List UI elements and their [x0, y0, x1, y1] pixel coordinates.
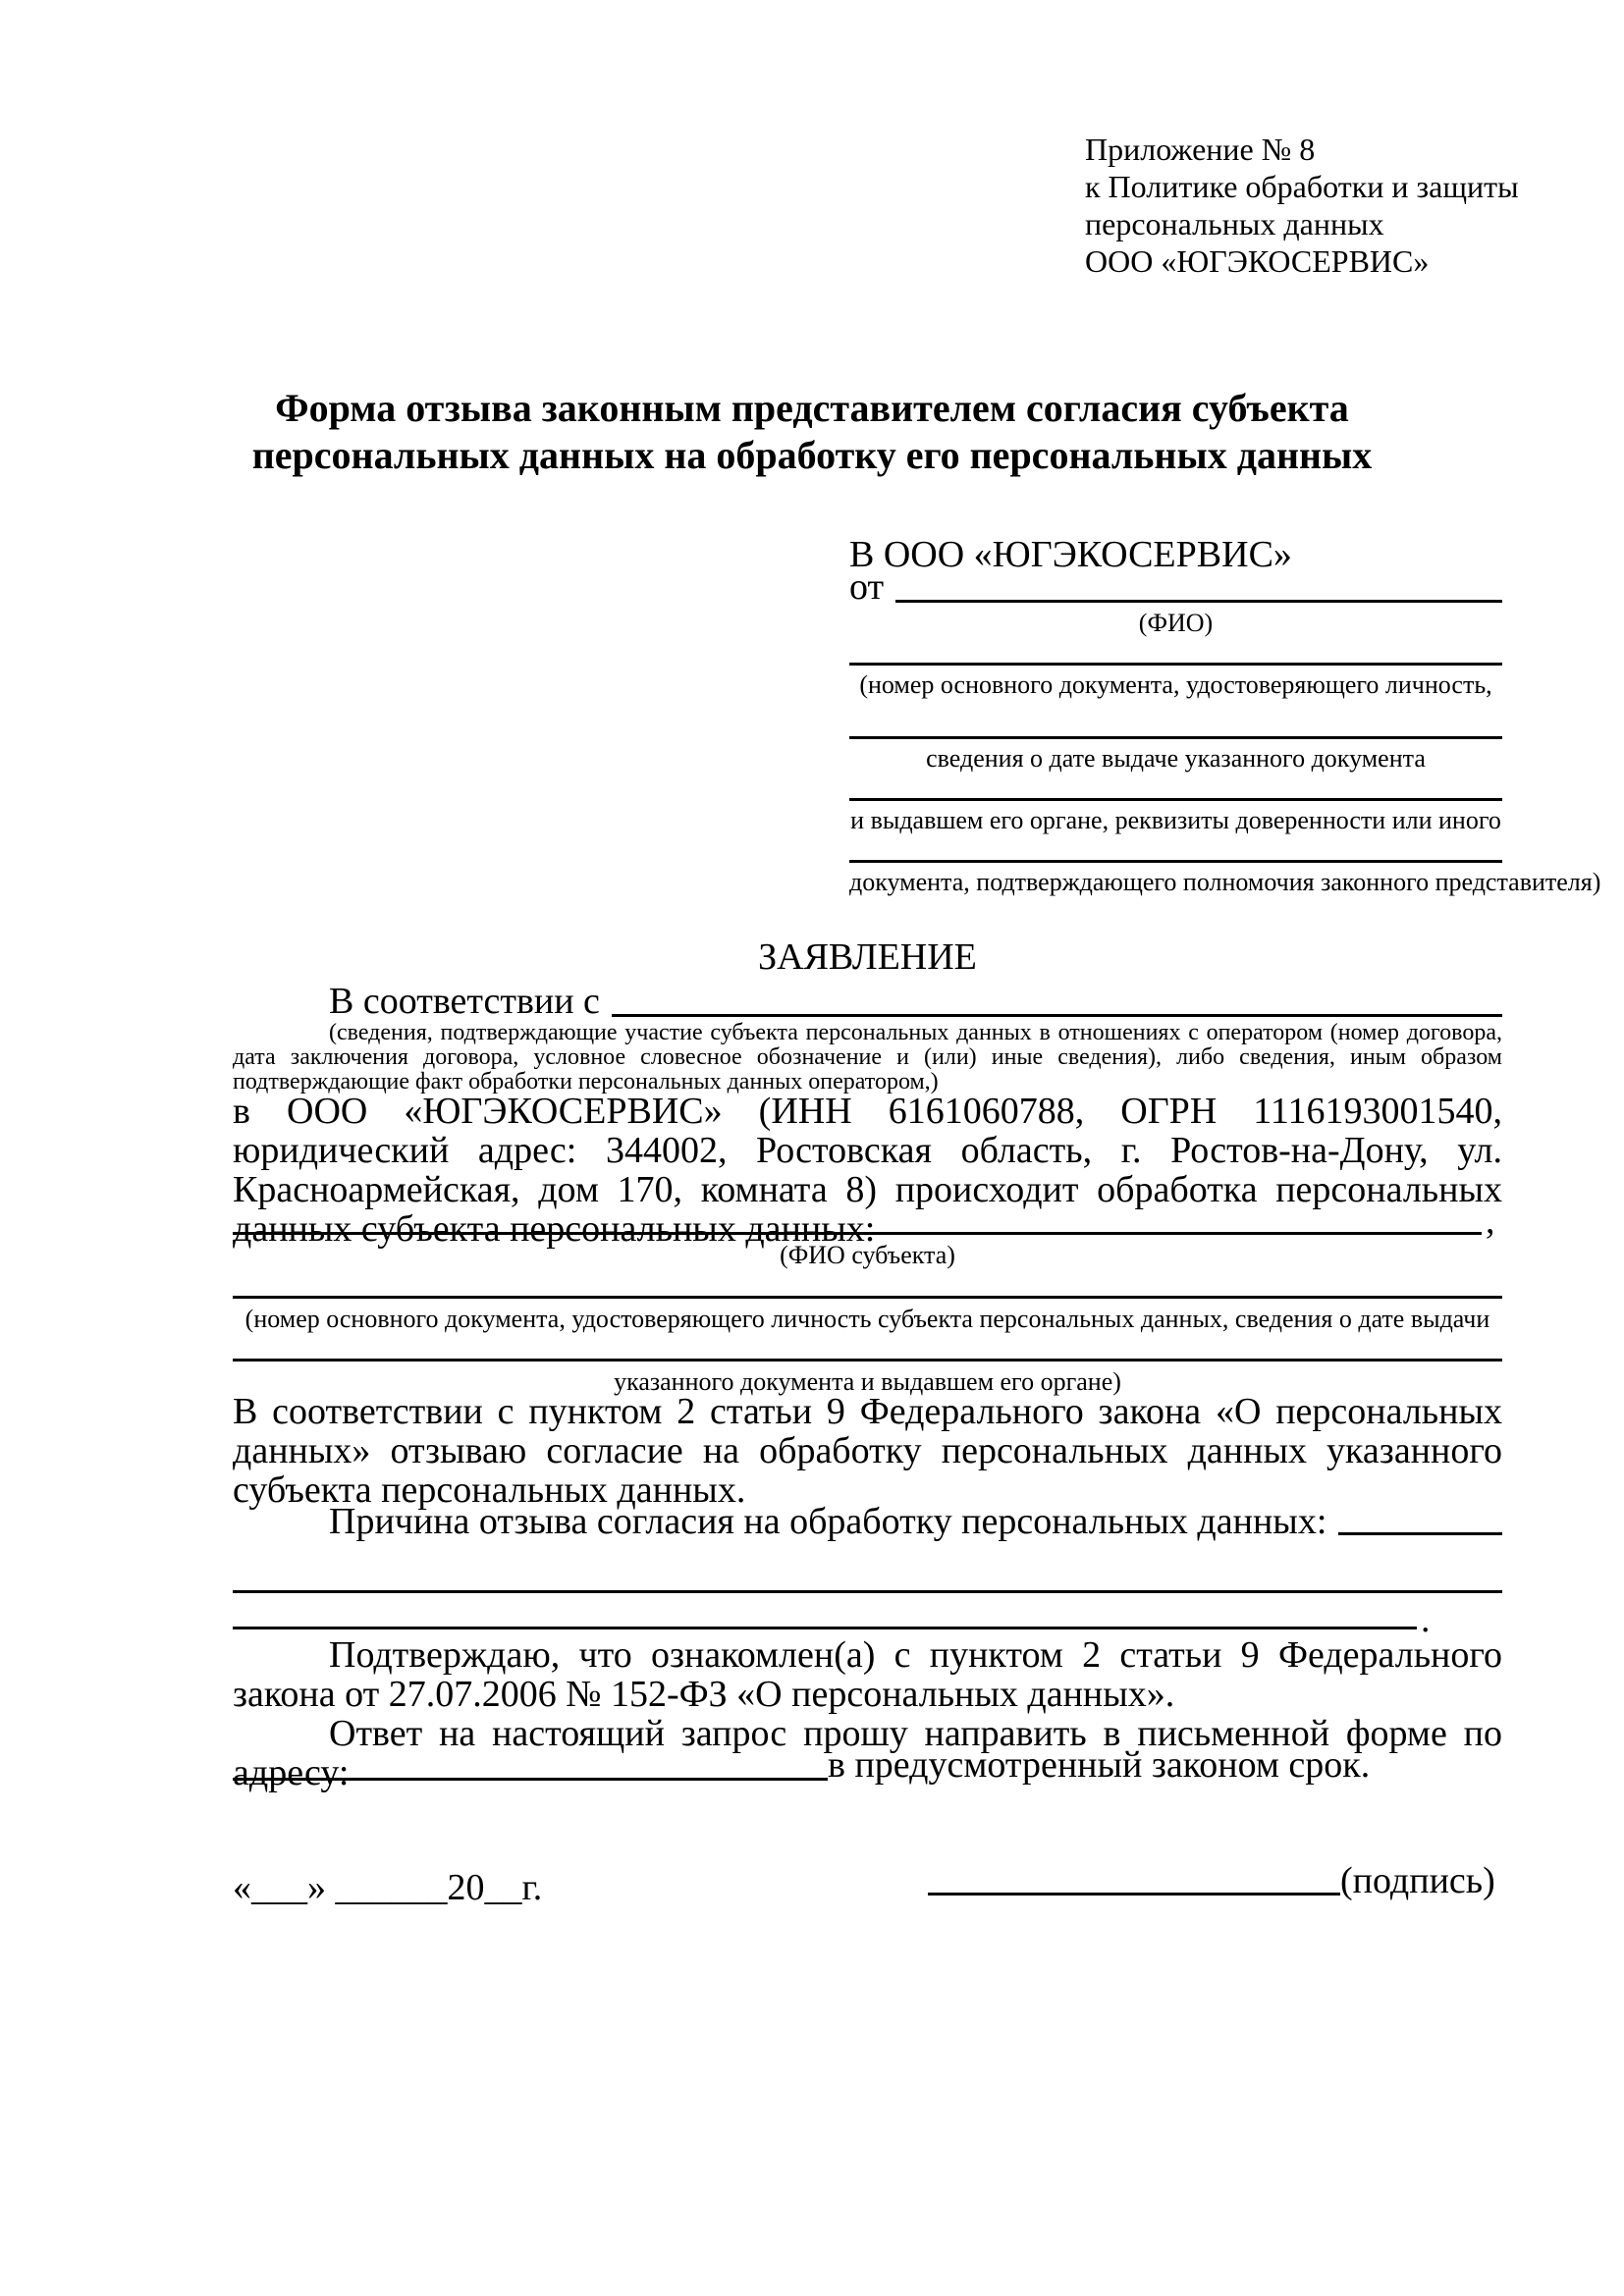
- form-title: [0, 385, 1624, 479]
- according-row: [329, 981, 1502, 1022]
- operator-paragraph: в ООО «ЮГЭКОСЕРВИС» (ИНН 6161060788, ОГРН 1116193001540, юридический адрес: 344002, Ростовская область, г. Ростов-на-Дону, ул. Красноармейская, дом 170, комната 8) происходит обработка персональных данных субъекта персональных данных:: [233, 1091, 1502, 1250]
- confirm-paragraph: Подтверждаю, что ознакомлен(а) с пунктом 2 статьи 9 Федерального закона от 27.07.2006 № 152-ФЗ «О персональных данных».: [233, 1634, 1502, 1715]
- withdrawal-paragraph: В соответствии с пунктом 2 статьи 9 Федерального закона «О персональных данных» отзываю согласие на обработку персональных данных указанного субъекта персональных данных.: [233, 1391, 1502, 1511]
- consent-basis-line[interactable]: [612, 982, 1502, 1017]
- reason-line-2[interactable]: [233, 1590, 1502, 1593]
- subject-doc-line-2[interactable]: [233, 1359, 1502, 1362]
- header-note-line: Приложение № 8: [1085, 132, 1316, 167]
- reply-paragraph: Ответ на настоящий запрос прошу направить в письменной форме по адресу:: [233, 1713, 1502, 1793]
- addressee-to: В ООО «ЮГЭКОСЕРВИС»: [849, 534, 1292, 575]
- caption-doc-3: и выдавшем его органе, реквизиты доверенности или иного: [850, 806, 1501, 834]
- subject-fio-line[interactable]: [233, 1232, 1482, 1235]
- date-line[interactable]: «___» ______20__г.: [233, 1867, 543, 1908]
- signature-caption: (подпись): [1340, 1860, 1495, 1901]
- caption-doc-4: документа, подтверждающего полномочия законного представителя): [849, 868, 1601, 896]
- header-note-line: персональных данных: [1085, 206, 1384, 241]
- caption-doc-1: (номер основного документа, удостоверяющего личность,: [859, 670, 1492, 699]
- basis-caption: (сведения, подтверждающие участие субъекта персональных данных в отношениях с оператором (номер договора, дата заключения договора, условное словесное обозначение и (или) иные сведения), либо сведения, иным образом подтверждающие факт обработки персональных данных оператором,): [233, 1020, 1502, 1095]
- caption-subject-fio: (ФИО субъекта): [780, 1241, 955, 1269]
- representative-doc-line-3[interactable]: [849, 798, 1502, 801]
- caption-doc-2: сведения о дате выдаче указанного документа: [926, 744, 1426, 773]
- header-note-line: к Политике обработки и защиты: [1085, 169, 1519, 204]
- header-note-line: ООО «ЮГЭКОСЕРВИС»: [1085, 243, 1430, 279]
- representative-doc-line-2[interactable]: [849, 736, 1502, 739]
- from-label: от: [849, 566, 885, 608]
- reply-address-row: [233, 1745, 1502, 1785]
- header-note: [1085, 131, 1519, 280]
- subject-fio-comma: ,: [1486, 1201, 1495, 1242]
- caption-fio: (ФИО): [1138, 609, 1214, 637]
- subject-doc-line-1[interactable]: [233, 1296, 1502, 1299]
- reason-row: [329, 1501, 1502, 1542]
- representative-fio-line[interactable]: [895, 567, 1502, 603]
- reason-line-3[interactable]: [233, 1627, 1417, 1629]
- reply-address-line[interactable]: [233, 1745, 828, 1781]
- reason-tail-period: .: [1421, 1599, 1431, 1640]
- signature-line[interactable]: [928, 1861, 1340, 1896]
- reason-label: Причина отзыва согласия на обработку персональных данных:: [329, 1501, 1327, 1542]
- signature-row: [928, 1860, 1495, 1901]
- reason-line-1[interactable]: [1338, 1502, 1502, 1535]
- addressee-from-row: [849, 566, 1502, 608]
- statement-heading: ЗАЯВЛЕНИЕ: [758, 936, 977, 978]
- according-label: В соответствии с: [329, 981, 600, 1022]
- form-title-line: Форма отзыва законным представителем согласия субъекта: [275, 386, 1349, 430]
- representative-doc-line-4[interactable]: [849, 860, 1502, 863]
- caption-subject-doc-2: указанного документа и выдавшем его органе): [614, 1367, 1121, 1396]
- form-title-line: персональных данных на обработку его персональных данных: [251, 433, 1373, 477]
- representative-doc-line-1[interactable]: [849, 663, 1502, 666]
- caption-subject-doc-1: (номер основного документа, удостоверяющего личность субъекта персональных данных, сведения о дате выдачи: [244, 1305, 1490, 1333]
- reply-tail: в предусмотренный законом срок.: [828, 1744, 1371, 1786]
